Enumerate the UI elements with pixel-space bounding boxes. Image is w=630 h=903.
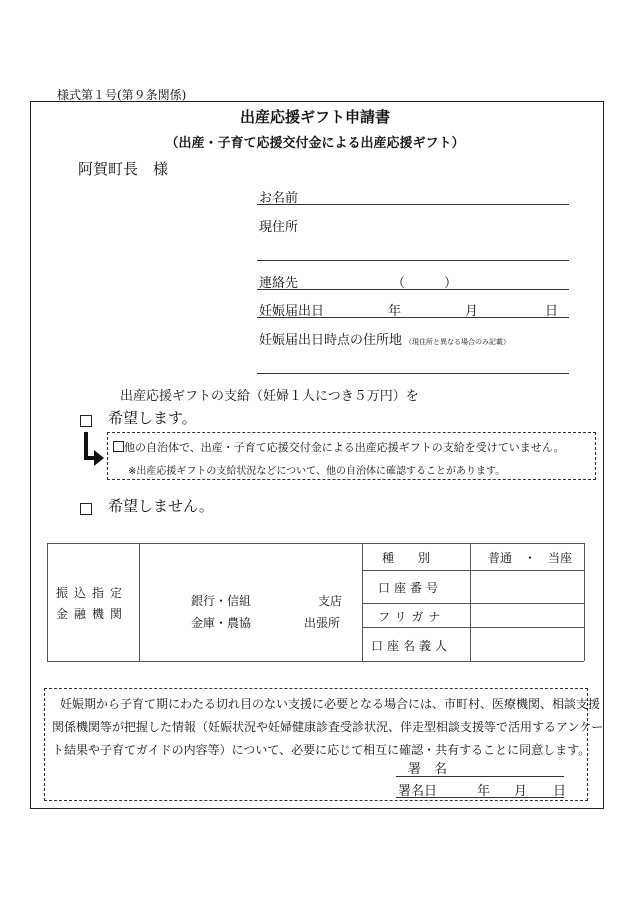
pregnancy-year-label: 年 — [388, 304, 402, 319]
name-label: お名前 — [259, 191, 299, 206]
form-number: 様式第１号(第９条関係) — [57, 88, 187, 102]
branch-line1: 支店 — [318, 594, 343, 608]
furigana-label: フリガナ — [378, 610, 446, 624]
holder-label: 口座名義人 — [371, 639, 452, 653]
name-field[interactable] — [257, 204, 569, 205]
sign-month-label: 月 — [514, 784, 528, 799]
branch-line2: 出張所 — [304, 616, 341, 630]
page-title: 出産応援ギフト申請書 — [239, 108, 390, 126]
want-label: 希望します。 — [108, 409, 197, 427]
sign-year-label: 年 — [477, 784, 491, 799]
sign-day-label: 日 — [553, 784, 567, 799]
past-address-field[interactable] — [257, 373, 569, 374]
consent-line1: 妊娠期から子育て期にわたる切れ目のない支援に必要となる場合には、市町村、医療機関、相談支援 — [60, 697, 601, 711]
address-field[interactable] — [257, 260, 569, 261]
pregnancy-day-label: 日 — [545, 304, 559, 319]
holder-field[interactable] — [471, 628, 583, 660]
kind-value[interactable]: 普通 ・ 当座 — [488, 551, 573, 565]
past-address-label: 妊娠届出日時点の住所地 （現住所と異なる場合のみ記載） — [259, 333, 511, 348]
signature-label: 署 名 — [408, 762, 448, 777]
sub-check-label: 他の自治体で、出産・子育て応援交付金による出産応援ギフトの支給を受けていません。 — [124, 441, 565, 454]
pregnancy-date-field[interactable] — [257, 317, 569, 318]
pregnancy-date-label: 妊娠届出日 — [259, 304, 325, 319]
not-want-label: 希望しません。 — [108, 497, 214, 515]
sub-check-row — [113, 439, 564, 455]
request-line: 出産応援ギフトの支給（妊婦１人につき５万円）を — [120, 389, 419, 404]
signature-field[interactable] — [396, 776, 564, 777]
contact-field[interactable] — [257, 289, 569, 290]
sub-note: ※出産応援ギフトの支給状況などについて、他の自治体に確認することがあります。 — [128, 466, 506, 477]
contact-paren: （ ） — [392, 276, 458, 291]
arrow-down-right-icon — [80, 430, 106, 470]
furigana-field[interactable] — [471, 604, 583, 626]
sign-date-field[interactable] — [396, 797, 564, 798]
consent-line2: 関係機関等が把握した情報（妊娠状況や妊婦健康診査受診状況、伴走型相談支援等で活用するアンケー — [52, 720, 604, 734]
account-number-field[interactable] — [471, 571, 583, 602]
address-label: 現住所 — [259, 220, 299, 235]
bank-types-line2: 金庫・農協 — [191, 616, 252, 630]
account-number-label: 口座番号 — [378, 581, 443, 595]
consent-line3: ト結果や子育てガイドの内容等）について、必要に応じて相互に確認・共有することに同意します。 — [52, 743, 591, 757]
bank-types-line1: 銀行・信組 — [191, 594, 252, 608]
want-checkbox[interactable] — [80, 412, 92, 431]
kind-label: 種 別 — [382, 551, 431, 565]
not-want-checkbox[interactable] — [80, 500, 92, 519]
past-address-note: （現住所と異なる場合のみ記載） — [405, 338, 511, 346]
contact-label: 連絡先 — [259, 276, 299, 291]
pregnancy-month-label: 月 — [465, 304, 479, 319]
addressee: 阿賀町長 様 — [78, 160, 169, 178]
bank-header-line1: 振込指定 — [56, 586, 129, 600]
sign-date-label: 署名日 — [398, 784, 438, 799]
page-subtitle: （出産・子育て応援交付金による出産応援ギフト） — [165, 136, 465, 151]
bank-header-line2: 金融機関 — [56, 607, 129, 621]
sub-checkbox[interactable] — [113, 441, 124, 452]
